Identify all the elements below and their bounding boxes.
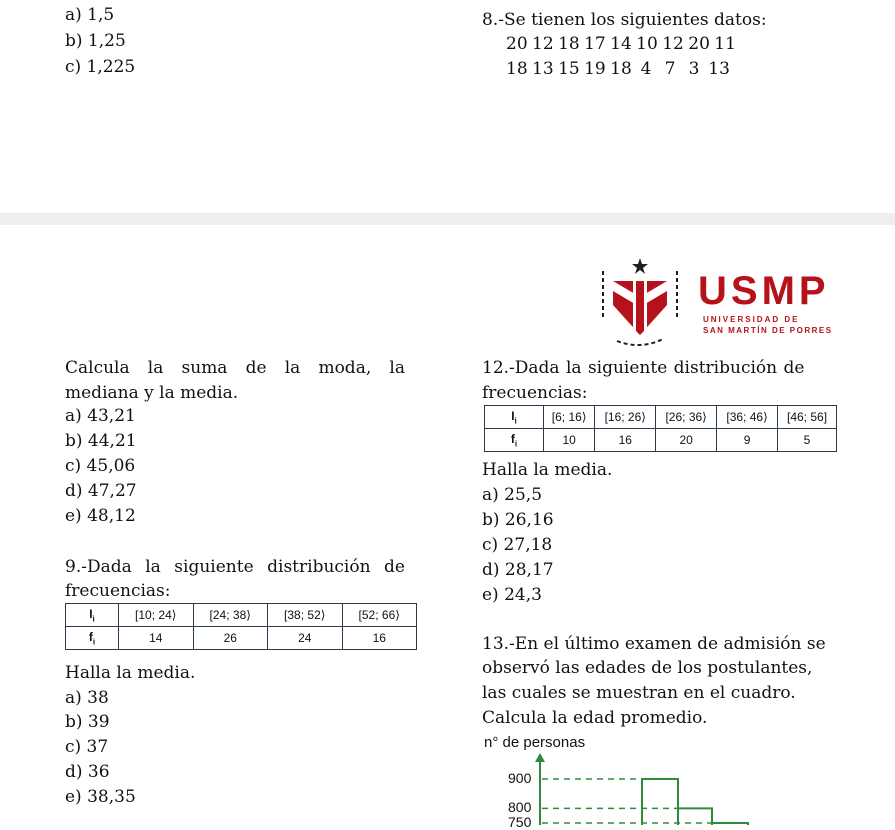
option-a-top: a) 1,5 <box>65 5 115 25</box>
table-header-cell: $f_i$ <box>66 627 119 650</box>
usmp-motto <box>595 339 607 340</box>
table-cell: [6; 16⟩ <box>544 406 595 429</box>
q12-prompt: Halla la media. <box>482 460 613 480</box>
q12-line-1: 12.-Dada la siguiente distribución de <box>482 358 805 378</box>
usmp-subtitle-1: UNIVERSIDAD DE <box>703 315 800 324</box>
q13-line-4: Calcula la edad promedio. <box>482 708 708 728</box>
table-header-cell: $f_i$ <box>485 429 544 452</box>
q8-prompt-line-2: mediana y la media. <box>65 383 239 403</box>
usmp-logo <box>595 255 850 350</box>
q9-option-c: c) 37 <box>65 737 109 757</box>
table-cell: [38; 52⟩ <box>268 604 343 627</box>
word: de <box>384 557 405 577</box>
option-c-top: c) 1,225 <box>65 57 136 77</box>
usmp-subtitle-2: SAN MARTÍN DE PORRES <box>703 326 833 335</box>
word: siguiente <box>174 557 254 577</box>
usmp-wordmark: USMP <box>698 269 830 313</box>
q12-option-d: d) 28,17 <box>482 560 554 580</box>
word: suma <box>181 358 228 378</box>
page-separator <box>0 213 895 225</box>
y-tick-label: 800 <box>508 799 532 816</box>
q12-option-c: c) 27,18 <box>482 535 553 555</box>
q8-data-row-1: 20 12 18 17 14 10 12 20 11 <box>506 34 736 54</box>
table-row <box>485 429 837 452</box>
table-cell: [10; 24⟩ <box>119 604 194 627</box>
table-cell: 5 <box>778 429 837 452</box>
option-b-top: b) 1,25 <box>65 31 126 51</box>
table-cell: 26 <box>193 627 268 650</box>
q12-option-a: a) 25,5 <box>482 485 543 505</box>
table-cell: [24; 38⟩ <box>193 604 268 627</box>
table-cell: 20 <box>656 429 717 452</box>
table-header-cell: $I_i$ <box>66 604 119 627</box>
word: la <box>284 358 301 378</box>
q9-prompt: Halla la media. <box>65 663 196 683</box>
q9-line-2: frecuencias: <box>65 581 171 601</box>
q8-option-a: a) 43,21 <box>65 406 136 426</box>
q12-line-2: frecuencias: <box>482 383 588 403</box>
q12-frequency-table <box>484 405 837 452</box>
y-tick-label: 900 <box>508 770 532 786</box>
q12-option-e: e) 24,3 <box>482 585 542 605</box>
q13-line-1: 13.-En el último examen de admisión se <box>482 634 826 654</box>
word: la <box>145 557 161 577</box>
q13-line-3: las cuales se muestran en el cuadro. <box>482 683 796 703</box>
table-cell: 9 <box>717 429 778 452</box>
y-tick-label: 750 <box>508 814 532 830</box>
table-cell: [26; 36⟩ <box>656 406 717 429</box>
table-row <box>485 406 837 429</box>
q9-option-b: b) 39 <box>65 712 110 732</box>
table-cell: [46; 56] <box>778 406 837 429</box>
q13-line-2: observó las edades de los postulantes, <box>482 658 813 678</box>
word: Calcula <box>65 358 130 378</box>
word: la <box>147 358 164 378</box>
word: moda, <box>318 358 372 378</box>
word: 9.-Dada <box>65 557 132 577</box>
q9-frequency-table <box>65 603 417 650</box>
table-cell: [36; 46⟩ <box>717 406 778 429</box>
q8-data-row-2: 18 13 15 19 18 4 7 3 13 <box>506 59 730 79</box>
q8-option-d: d) 47,27 <box>65 481 137 501</box>
table-cell: 24 <box>268 627 343 650</box>
table-row <box>66 627 417 650</box>
q8-title: 8.-Se tienen los siguientes datos: <box>482 10 767 30</box>
table-cell: [52; 66⟩ <box>342 604 417 627</box>
table-cell: 14 <box>119 627 194 650</box>
table-row <box>66 604 417 627</box>
q13-histogram <box>500 750 760 825</box>
table-cell: 16 <box>342 627 417 650</box>
q12-option-b: b) 26,16 <box>482 510 554 530</box>
q9-option-d: d) 36 <box>65 762 110 782</box>
q9-line-1 <box>65 555 405 579</box>
chart-ylabel: n° de personas <box>484 734 586 751</box>
q8-option-c: c) 45,06 <box>65 456 136 476</box>
usmp-shield-icon <box>595 255 685 350</box>
table-cell: 16 <box>595 429 656 452</box>
q9-option-a: a) 38 <box>65 688 109 708</box>
q8-option-b: b) 44,21 <box>65 431 137 451</box>
word: distribución <box>267 557 371 577</box>
table-cell: [16; 26⟩ <box>595 406 656 429</box>
table-cell: 10 <box>544 429 595 452</box>
histogram-bar <box>678 808 712 825</box>
q8-option-e: e) 48,12 <box>65 506 136 526</box>
word: la <box>389 358 405 378</box>
histogram-bar <box>642 779 678 825</box>
word: de <box>245 358 267 378</box>
q8-prompt-line-1 <box>65 356 405 380</box>
table-header-cell: $I_i$ <box>485 406 544 429</box>
q9-option-e: e) 38,35 <box>65 787 136 807</box>
